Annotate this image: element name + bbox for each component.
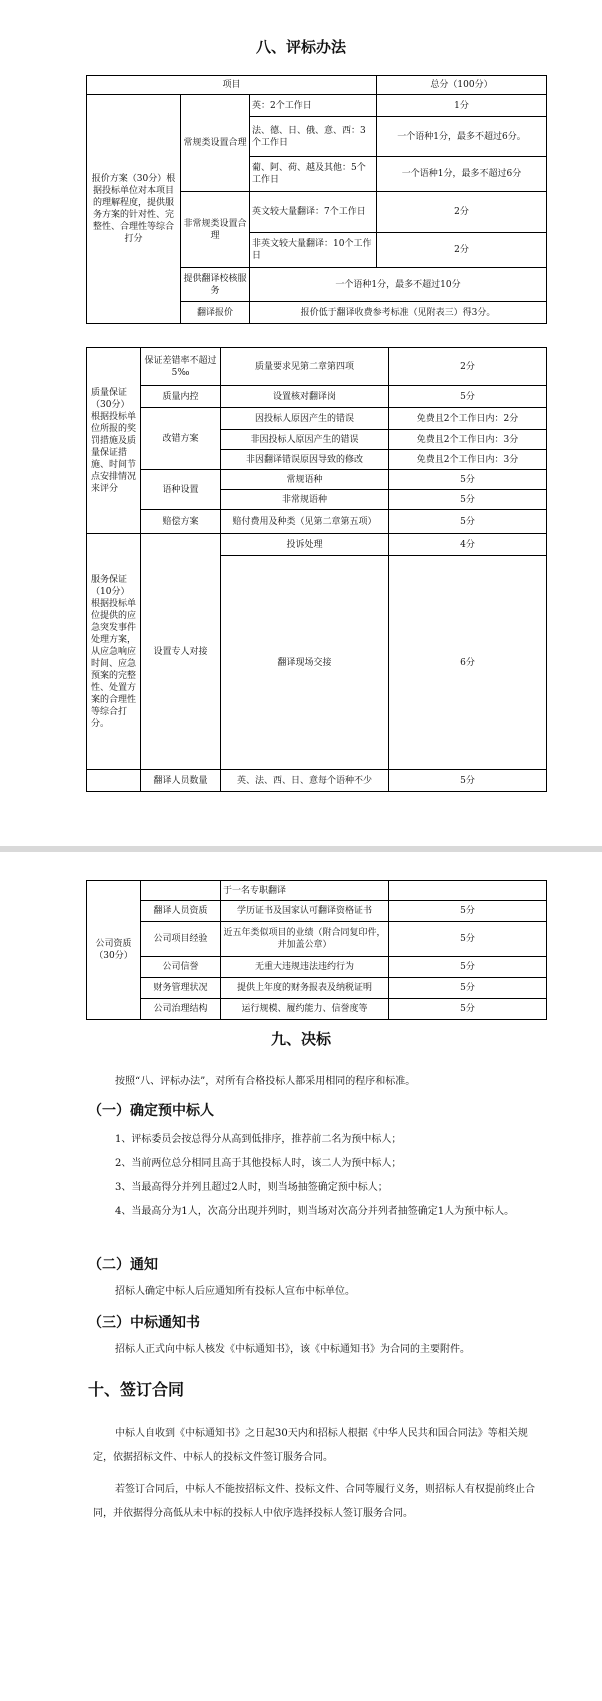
proof-score: 一个语种1分，最多不超过10分 <box>250 268 547 302</box>
table-row <box>87 534 547 556</box>
document-page-2 <box>0 852 602 1701</box>
score-cell: 免费且2个工作日内：3分 <box>389 450 547 470</box>
scoring-table-quality <box>86 347 547 792</box>
qualification-label: 翻译人员资质 <box>141 901 221 922</box>
standard-cell: 翻译现场交接 <box>221 556 389 770</box>
score-cell: 5分 <box>389 510 547 534</box>
table-row <box>87 408 547 430</box>
score-cell: 5分 <box>389 490 547 510</box>
language-setting-label: 语种设置 <box>141 470 221 510</box>
standard-cell: 英文较大量翻译：7个工作日 <box>250 192 377 233</box>
quote-score: 报价低于翻译收费参考标准（见附表三）得3分。 <box>250 302 547 324</box>
score-cell: 2分 <box>377 233 547 268</box>
score-cell: 5分 <box>389 470 547 490</box>
governance-label: 公司治理结构 <box>141 999 221 1020</box>
standard-cell: 无重大违规违法违约行为 <box>221 957 389 978</box>
score-cell: 4分 <box>389 534 547 556</box>
table-row <box>87 901 547 922</box>
blank-cell <box>141 881 221 901</box>
table-row <box>87 470 547 490</box>
subsection-1-title: （一）确定预中标人 <box>88 1103 214 1119</box>
score-cell: 5分 <box>389 386 547 408</box>
blank-cell <box>87 770 141 792</box>
quality-control-label: 质量内控 <box>141 386 221 408</box>
score-cell: 5分 <box>389 999 547 1020</box>
section-9-intro: 按照“八、评标办法”，对所有合格投标人都采用相同的程序和标准。 <box>115 1076 416 1087</box>
standard-cell: 质量要求见第二章第四项 <box>221 348 389 386</box>
table-row <box>87 922 547 957</box>
score-cell: 5分 <box>389 901 547 922</box>
table-header-row <box>87 76 547 95</box>
score-cell: 一个语种1分，最多不超过6分 <box>377 157 547 192</box>
table-row <box>87 348 547 386</box>
scoring-table-price <box>86 75 547 324</box>
header-item: 项目 <box>87 76 377 95</box>
standard-cell: 近五年类似项目的业绩（附合同复印件，并加盖公章） <box>221 922 389 957</box>
company-category-cell: 公司资质（30分） <box>87 881 141 1020</box>
table-row <box>87 95 547 117</box>
score-cell: 5分 <box>389 957 547 978</box>
standard-cell: 赔付费用及种类（见第二章第五项） <box>221 510 389 534</box>
standard-cell: 法、德、日、俄、意、西：3个工作日 <box>250 117 377 157</box>
service-category-cell: 服务保证（10分）根据投标单位提供的应急突发事件处理方案，从应急响应时间、应急预案的完整性、处置方案的合理性等综合打分。 <box>87 534 141 770</box>
standard-cell: 英、法、西、日、意每个语种不少 <box>221 770 389 792</box>
subsection-1-item-4: 4、当最高分为1人，次高分出现并列时，则当场对次高分并列者抽签确定1人为预中标人。 <box>115 1206 515 1217</box>
finance-label: 财务管理状况 <box>141 978 221 999</box>
standard-cell: 非英文较大量翻译：10个工作日 <box>250 233 377 268</box>
special-contact-label: 设置专人对接 <box>141 534 221 770</box>
scoring-table-company <box>86 880 547 1020</box>
irregular-language-label: 非常规类设置合理 <box>181 192 250 268</box>
section-8-title: 八、评标办法 <box>255 38 346 56</box>
standard-cell: 于一名专职翻译 <box>221 881 389 901</box>
reputation-label: 公司信誉 <box>141 957 221 978</box>
standard-cell: 运行规模、履约能力、信誉度等 <box>221 999 389 1020</box>
compensation-label: 赔偿方案 <box>141 510 221 534</box>
quote-label: 翻译报价 <box>181 302 250 324</box>
table-row <box>87 770 547 792</box>
score-cell: 6分 <box>389 556 547 770</box>
score-cell: 5分 <box>389 770 547 792</box>
score-cell: 2分 <box>377 192 547 233</box>
score-cell: 1分 <box>377 95 547 117</box>
score-cell: 2分 <box>389 348 547 386</box>
standard-cell: 葡、阿、荷、越及其他：5个工作日 <box>250 157 377 192</box>
proof-label: 提供翻译校核服务 <box>181 268 250 302</box>
blank-cell <box>389 881 547 901</box>
experience-label: 公司项目经验 <box>141 922 221 957</box>
document-page-1 <box>0 0 602 846</box>
score-cell: 免费且2个工作日内：3分 <box>389 430 547 450</box>
translator-count-label: 翻译人员数量 <box>141 770 221 792</box>
header-total: 总分（100分） <box>377 76 547 95</box>
section-9-title: 九、决标 <box>270 1030 331 1048</box>
section-10-title: 十、签订合同 <box>88 1380 185 1399</box>
table-row <box>87 978 547 999</box>
table-row <box>87 386 547 408</box>
fix-plan-label: 改错方案 <box>141 408 221 470</box>
subsection-2-title: （二）通知 <box>88 1257 158 1273</box>
section-10-paragraph-1: 中标人自收到《中标通知书》之日起30天内和招标人根据《中华人民共和国合同法》等相关规定，依据招标文件、中标人的投标文件签订服务合同。 <box>93 1428 528 1463</box>
subsection-2-text: 招标人确定中标人后应通知所有投标人宣布中标单位。 <box>115 1286 355 1297</box>
score-cell: 5分 <box>389 978 547 999</box>
subsection-3-title: （三）中标通知书 <box>88 1315 200 1331</box>
standard-cell: 非因翻译错误原因导致的修改 <box>221 450 389 470</box>
table-row <box>87 510 547 534</box>
standard-cell: 学历证书及国家认可翻译资格证书 <box>221 901 389 922</box>
subsection-3-text: 招标人正式向中标人核发《中标通知书》，该《中标通知书》为合同的主要附件。 <box>115 1344 470 1355</box>
standard-cell: 设置核对翻译岗 <box>221 386 389 408</box>
subsection-1-item-1: 1、评标委员会按总得分从高到低排序，推荐前二名为预中标人； <box>115 1134 402 1145</box>
standard-cell: 非因投标人原因产生的错误 <box>221 430 389 450</box>
standard-cell: 投诉处理 <box>221 534 389 556</box>
score-cell: 5分 <box>389 922 547 957</box>
regular-language-label: 常规类设置合理 <box>181 95 250 192</box>
standard-cell: 常规语种 <box>221 470 389 490</box>
subsection-1-item-3: 3、当最高得分并列且超过2人时，则当场抽签确定预中标人； <box>115 1182 388 1193</box>
quality-category-cell: 质量保证（30分）根据投标单位所报的奖罚措施及质量保证措施、时间节点安排情况来评分 <box>87 348 141 534</box>
section-10-paragraph-2: 若签订合同后，中标人不能按招标文件、投标文件、合同等履行义务，则招标人有权提前终止合同，并依据得分高低从未中标的投标人中依序选择投标人签订服务合同。 <box>93 1484 535 1519</box>
error-rate-label: 保证差错率不超过5‰ <box>141 348 221 386</box>
table-row <box>87 881 547 901</box>
standard-cell: 提供上年度的财务报表及纳税证明 <box>221 978 389 999</box>
score-cell: 一个语种1分，最多不超过6分。 <box>377 117 547 157</box>
standard-cell: 因投标人原因产生的错误 <box>221 408 389 430</box>
score-cell: 免费且2个工作日内：2分 <box>389 408 547 430</box>
table-row <box>87 957 547 978</box>
subsection-1-item-2: 2、当前两位总分相同且高于其他投标人时，该二人为预中标人； <box>115 1158 402 1169</box>
standard-cell: 英：2个工作日 <box>250 95 377 117</box>
table-row <box>87 999 547 1020</box>
price-category-cell: 报价方案（30分）根据投标单位对本项目的理解程度，提供服务方案的针对性、完整性、合理性等综合打分 <box>87 95 181 324</box>
standard-cell: 非常规语种 <box>221 490 389 510</box>
